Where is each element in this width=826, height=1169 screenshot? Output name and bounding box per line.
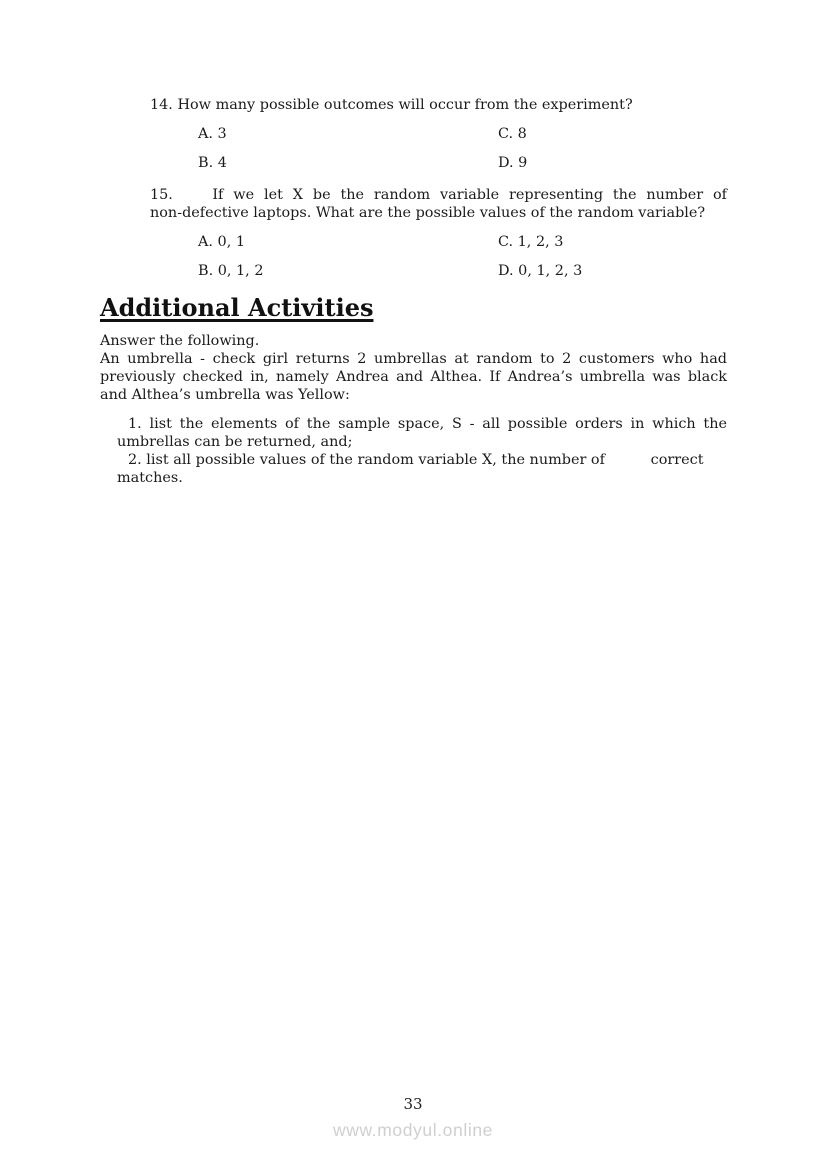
option-row (198, 125, 727, 143)
question-14-text: 14. How many possible outcomes will occur from the experiment? (150, 97, 633, 113)
option-b: B. 0, 1, 2 (198, 263, 264, 279)
question-15-text-line: non-defective laptops. What are the possible values of the random variable? (150, 205, 706, 221)
option-b: B. 4 (198, 155, 227, 171)
question-15 (100, 186, 727, 280)
option-a: A. 0, 1 (198, 234, 246, 250)
question-15-text-line: 15. If we let X be the random variable representing the number of (150, 187, 727, 203)
question-14 (100, 96, 727, 172)
section-heading-text: Additional Activities (100, 293, 374, 322)
task-item-2-line: matches. (117, 470, 183, 486)
task-item-1-line: 1. list the elements of the sample space, S - all possible orders in which the (128, 416, 727, 432)
activity-paragraph (100, 332, 727, 404)
paragraph-line: previously checked in, namely Andrea and Althea. If Andrea’s umbrella was black (100, 369, 727, 385)
intro-line: Answer the following. (100, 333, 260, 349)
paragraph-line: and Althea’s umbrella was Yellow: (100, 387, 350, 403)
question-15-options (198, 233, 727, 280)
option-row (198, 154, 727, 172)
task-list (117, 415, 727, 487)
option-d: D. 9 (498, 155, 528, 171)
option-row (198, 262, 727, 280)
paragraph-line: An umbrella - check girl returns 2 umbrellas at random to 2 customers who had (100, 351, 727, 367)
section-heading (100, 293, 727, 323)
option-c: C. 8 (498, 126, 527, 142)
option-c: C. 1, 2, 3 (498, 234, 564, 250)
watermark: www.modyul.online (333, 1120, 493, 1140)
task-item-1-line: umbrellas can be returned, and; (117, 434, 353, 450)
option-a: A. 3 (198, 126, 227, 142)
page-number: 33 (403, 1095, 423, 1113)
question-14-options (198, 125, 727, 172)
task-item-2-line: 2. list all possible values of the random variable X, the number of correct (128, 452, 704, 468)
option-row (198, 233, 727, 251)
option-d: D. 0, 1, 2, 3 (498, 263, 583, 279)
